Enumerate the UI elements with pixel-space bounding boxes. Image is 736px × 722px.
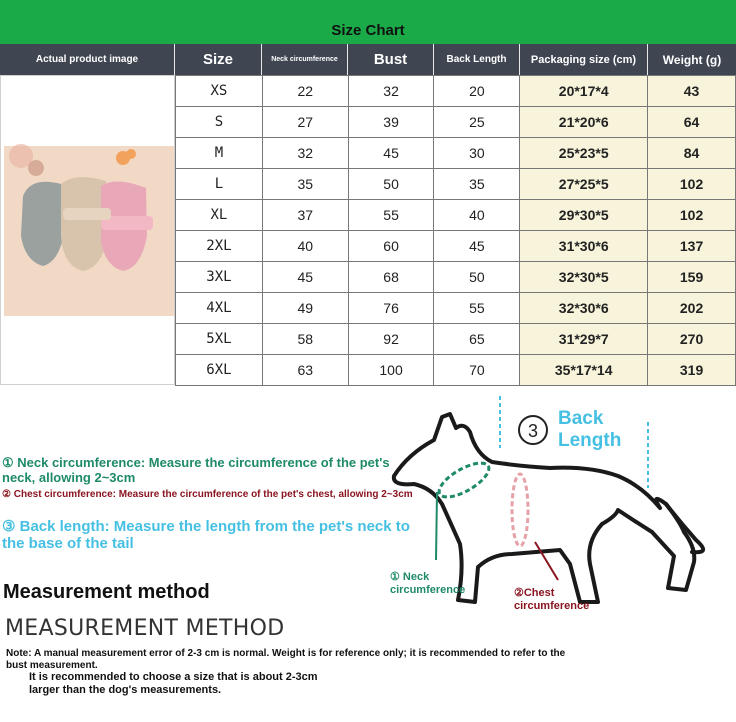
cell-bust: 76 <box>348 293 434 324</box>
cell-size: S <box>176 107 263 138</box>
dog-silhouette <box>394 414 703 602</box>
cell-neck: 58 <box>262 324 348 355</box>
cell-size: 4XL <box>176 293 263 324</box>
cell-bust: 55 <box>348 200 434 231</box>
chest-instruction: ② Chest circumference: Measure the circumference of the pet's chest, allowing 2~3cm <box>2 489 413 500</box>
neck-instruction: ① Neck circumference: Measure the circumference of the pet's neck, allowing 2~3cm <box>2 455 390 485</box>
back-instruction: ③ Back length: Measure the length from the pet's neck to the base of the tail <box>2 518 410 552</box>
cell-weight: 270 <box>648 324 736 355</box>
table-row <box>176 231 736 262</box>
table-row <box>176 293 736 324</box>
table-row <box>176 138 736 169</box>
size-table <box>175 75 736 386</box>
cell-back: 25 <box>434 107 520 138</box>
neck-label-2: circumference <box>390 584 466 596</box>
table-row <box>176 76 736 107</box>
header-neck: Neck circumference <box>262 44 348 75</box>
cell-size: M <box>176 138 263 169</box>
cell-neck: 35 <box>262 169 348 200</box>
cell-weight: 102 <box>648 169 736 200</box>
cell-packaging: 32*30*6 <box>520 293 648 324</box>
cell-neck: 63 <box>262 355 348 386</box>
cell-weight: 84 <box>648 138 736 169</box>
cell-neck: 40 <box>262 231 348 262</box>
cell-size: 5XL <box>176 324 263 355</box>
back-label-1: Back <box>558 408 604 429</box>
cell-neck: 49 <box>262 293 348 324</box>
product-image-cell <box>0 75 175 385</box>
cell-weight: 319 <box>648 355 736 386</box>
cell-bust: 68 <box>348 262 434 293</box>
cell-back: 40 <box>434 200 520 231</box>
cell-neck: 32 <box>262 138 348 169</box>
cell-weight: 102 <box>648 200 736 231</box>
table-row <box>176 324 736 355</box>
header-size: Size <box>175 44 262 75</box>
table-row <box>176 355 736 386</box>
cell-packaging: 29*30*5 <box>520 200 648 231</box>
measurement-method-heading-en: MEASUREMENT METHOD <box>5 616 285 641</box>
dog-measurement-diagram <box>380 392 736 622</box>
cell-weight: 202 <box>648 293 736 324</box>
neck-ring <box>434 456 493 503</box>
cell-back: 20 <box>434 76 520 107</box>
cell-back: 50 <box>434 262 520 293</box>
cell-weight: 43 <box>648 76 736 107</box>
cell-neck: 27 <box>262 107 348 138</box>
cell-bust: 39 <box>348 107 434 138</box>
measurement-note: Note: A manual measurement error of 2-3 cm is normal. Weight is for reference only; it is recommended to refer to the bust measurement. <box>6 648 566 671</box>
cell-packaging: 32*30*5 <box>520 262 648 293</box>
cell-size: 6XL <box>176 355 263 386</box>
chest-label-1: ②Chest <box>514 587 555 599</box>
cell-packaging: 21*20*6 <box>520 107 648 138</box>
cell-size: 3XL <box>176 262 263 293</box>
cell-size: L <box>176 169 263 200</box>
header-back-length: Back Length <box>434 44 520 75</box>
cell-bust: 32 <box>348 76 434 107</box>
cell-size: 2XL <box>176 231 263 262</box>
chest-pointer <box>535 542 558 580</box>
cell-back: 70 <box>434 355 520 386</box>
neck-label-1: ① Neck <box>390 571 430 583</box>
cell-packaging: 35*17*14 <box>520 355 648 386</box>
chest-label-2: circumference <box>514 600 590 612</box>
cell-back: 30 <box>434 138 520 169</box>
size-advice: It is recommended to choose a size that is about 2-3cm larger than the dog's measurements. <box>29 671 318 696</box>
table-row <box>176 262 736 293</box>
cell-neck: 45 <box>262 262 348 293</box>
cell-neck: 37 <box>262 200 348 231</box>
header-product-image: Actual product image <box>0 44 175 75</box>
table-header-row <box>0 44 736 75</box>
cell-packaging: 25*23*5 <box>520 138 648 169</box>
neck-pointer <box>436 492 437 560</box>
cell-size: XL <box>176 200 263 231</box>
cell-weight: 64 <box>648 107 736 138</box>
chest-ring <box>512 474 528 546</box>
cell-packaging: 27*25*5 <box>520 169 648 200</box>
header-bust: Bust <box>348 44 434 75</box>
back-label-2: Length <box>558 430 622 451</box>
table-row <box>176 200 736 231</box>
cell-packaging: 20*17*4 <box>520 76 648 107</box>
table-row <box>176 169 736 200</box>
product-photo <box>1 76 174 384</box>
table-row <box>176 107 736 138</box>
header-packaging: Packaging size (cm) <box>520 44 648 75</box>
header-weight: Weight (g) <box>662 52 722 67</box>
cell-weight: 137 <box>648 231 736 262</box>
cell-bust: 92 <box>348 324 434 355</box>
cell-bust: 45 <box>348 138 434 169</box>
cell-size: XS <box>176 76 263 107</box>
size-chart-title <box>0 0 736 44</box>
back-number: 3 <box>527 421 539 441</box>
cell-bust: 60 <box>348 231 434 262</box>
measurement-method-heading: Measurement method <box>3 581 210 603</box>
cell-back: 45 <box>434 231 520 262</box>
cell-packaging: 31*30*6 <box>520 231 648 262</box>
cell-packaging: 31*29*7 <box>520 324 648 355</box>
cell-back: 35 <box>434 169 520 200</box>
cell-back: 65 <box>434 324 520 355</box>
cell-bust: 100 <box>348 355 434 386</box>
cell-neck: 22 <box>262 76 348 107</box>
cell-bust: 50 <box>348 169 434 200</box>
cell-weight: 159 <box>648 262 736 293</box>
cell-back: 55 <box>434 293 520 324</box>
title-text: Size Chart <box>331 22 405 39</box>
